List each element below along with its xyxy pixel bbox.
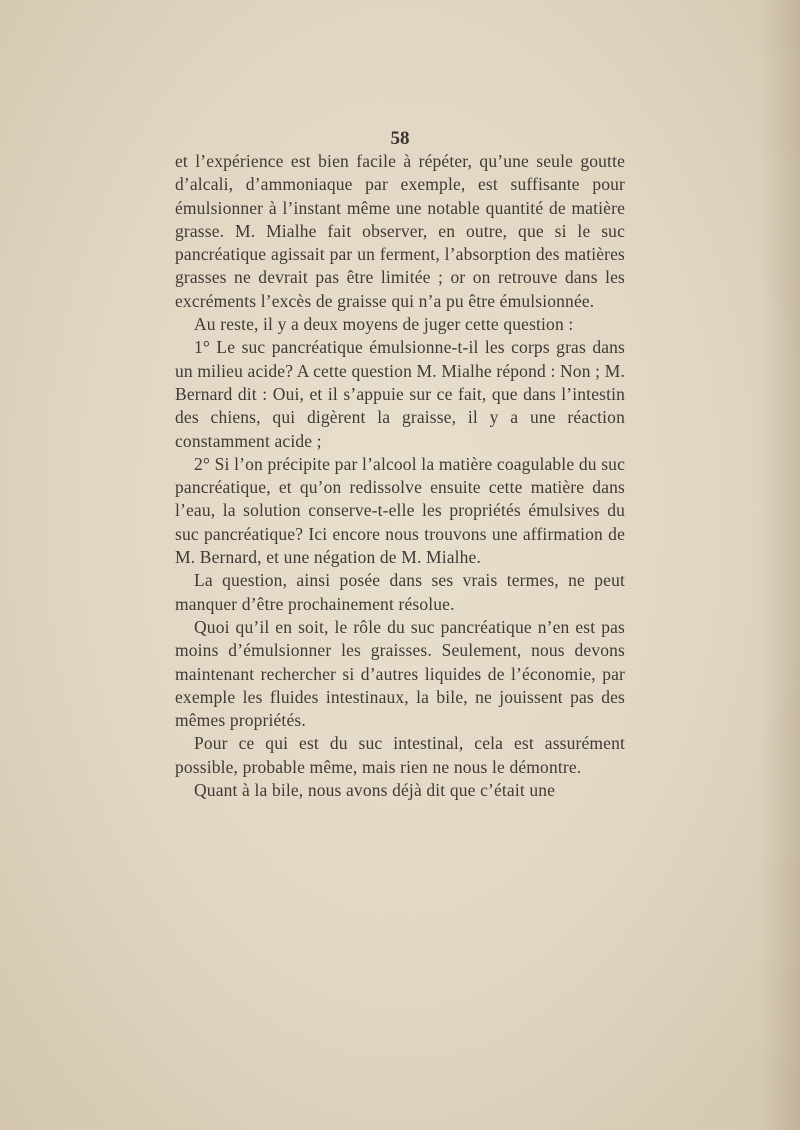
paragraph-la-question: La question, ainsi posée dans ses vrais termes, ne peut manquer d’être prochainement résolue. [175,570,625,614]
paragraph-quant-a-la-bile: Quant à la bile, nous avons déjà dit que c’était une [194,780,556,801]
paragraph-point-2: 2° Si l’on précipite par l’alcool la matière coagulable du suc pancréatique, et qu’on redissolve ensuite cette matière dans l’eau, la solution conserve-t-elle les propriétés émulsives du suc pancréatique? Ici encore nous trouvons une affirmation de M. Bernard, et une négation de M. Mialhe. [175,453,625,568]
page-text-body [175,150,625,802]
paragraph-quoi-quil: Quoi qu’il en soit, le rôle du suc pancréatique n’en est pas moins d’émulsionner les graisses. Seulement, nous devons maintenant rechercher si d’autres liquides de l’économie, par exemple les fluides intestinaux, la bile, ne jouissent pas des mêmes propriétés. [175,616,625,731]
paragraph-au-reste: Au reste, il y a deux moyens de juger cette question : [194,314,574,335]
page-number: 58 [390,128,410,149]
paragraph-point-1: 1° Le suc pancréatique émulsionne-t-il les corps gras dans un milieu acide? A cette question M. Mialhe répond : Non ; M. Bernard dit : Oui, et il s’appuie sur ce fait, que dans l’intestin des chiens, qui digèrent la graisse, il y a une réaction constamment acide ; [175,337,625,451]
paragraph-pour-ce-qui: Pour ce qui est du suc intestinal, cela est assurément possible, probable même, mais rien ne nous le démontre. [175,733,625,777]
paragraph-continuation: et l’expérience est bien facile à répéter, qu’une seule goutte d’alcali, d’ammoniaque par exemple, est suffisante pour émulsionner à l’instant même une notable quantité de matière grasse. M. Mialhe fait observer, en outre, que si le suc pancréatique agissait par un ferment, l’absorption des matières grasses ne devrait pas être limitée ; or on retrouve dans les excréments l’excès de graisse qui n’a pu être émulsionnée. [175,151,625,311]
